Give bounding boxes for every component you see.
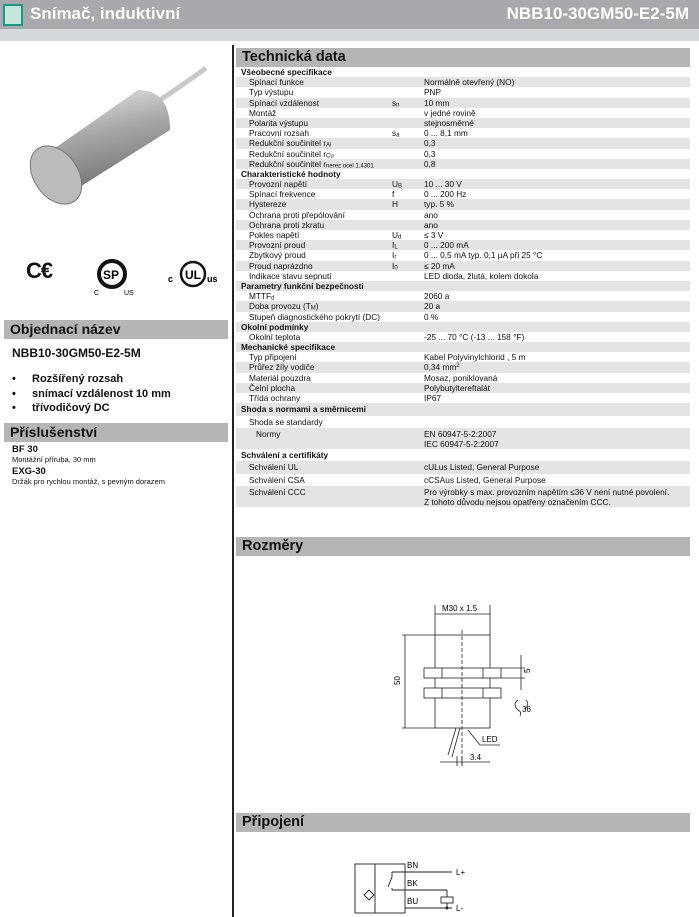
spec-row — [236, 199, 690, 209]
spec-label: Materiál pouzdra — [249, 372, 311, 383]
spec-label: Typ výstupu — [249, 87, 294, 98]
spec-row — [236, 149, 690, 159]
spec-value: 0,8 — [424, 158, 436, 169]
spec-label: Doba provozu $(T_M)$ — [249, 301, 319, 312]
spec-label: Ochrana proti zkratu — [249, 219, 325, 230]
spec-value: 0 % — [424, 311, 439, 322]
svg-text:SP: SP — [103, 268, 120, 282]
spec-value: v jedné rovině — [424, 107, 476, 118]
spec-label: Zbytkový proud — [249, 250, 306, 261]
spec-symbol: $U_d$ — [392, 230, 402, 241]
cable-dimension: 3.4 — [470, 753, 482, 762]
spec-value: cCSAus Listed, General Purpose — [424, 474, 546, 485]
spec-symbol: $s_a$ — [392, 128, 400, 139]
feature-item: • snímací vzdálenost 10 mm — [12, 387, 171, 400]
spec-row — [236, 138, 690, 148]
spec-value: 2060 a — [424, 291, 450, 302]
dimension-drawing — [380, 590, 560, 780]
spec-row — [236, 428, 690, 449]
spec-label: Spínací vzdálenost — [249, 97, 320, 108]
accessory-name[interactable]: BF 30 — [12, 444, 38, 455]
spec-row — [236, 291, 690, 301]
svg-text:us: us — [207, 274, 218, 284]
feature-item: • Rozšířený rozsah — [12, 373, 124, 385]
thread-dimension: M30 x 1.5 — [442, 604, 478, 613]
svg-text:BU: BU — [407, 897, 419, 906]
spec-value: 20 a — [424, 301, 441, 312]
brand-square-icon — [3, 4, 23, 26]
spec-row — [236, 474, 690, 486]
spec-value: 0 ... 200 Hz — [424, 189, 467, 200]
product-category-title: Snímač, induktivní — [30, 4, 181, 23]
spec-label: Spínací funkce — [249, 77, 304, 88]
spec-row — [236, 240, 690, 250]
wrench-size: 36 — [522, 705, 531, 714]
product-photo — [20, 60, 220, 220]
spec-value: PNP — [424, 87, 442, 98]
spec-label: Schválení CSA — [249, 474, 305, 485]
spec-label: Ochrana proti přepólování — [249, 209, 345, 220]
svg-text:UL: UL — [185, 268, 201, 282]
spec-row — [236, 98, 690, 108]
spec-value: typ. 5 % — [424, 199, 454, 210]
spec-label: Průřez žíly vodiče — [249, 362, 315, 373]
spec-section-heading: Charakteristické hodnoty — [241, 168, 341, 179]
spec-value: -25 ... 70 °C (-13 ... 158 °F) — [424, 331, 525, 342]
spec-row — [236, 230, 690, 240]
spec-value: Pro výrobky s max. provozním napětím ≤36 V není nutné povolení. Z tohoto důvodu nejsou opatřeny označením CCC. — [424, 487, 670, 508]
spec-value: 0 ... 8,1 mm — [424, 128, 468, 139]
spec-value: 0 ... 200 mA — [424, 240, 469, 251]
svg-text:BN: BN — [407, 861, 419, 870]
svg-text:c: c — [168, 274, 174, 284]
spec-label: Pracovní rozsah — [249, 128, 309, 139]
spec-label: Typ připojení — [249, 352, 297, 363]
spec-row — [236, 416, 690, 428]
spec-label: Polarita výstupu — [249, 117, 309, 128]
spec-value: ano — [424, 219, 438, 230]
ul-mark-icon — [165, 260, 225, 290]
spec-row — [236, 271, 690, 281]
spec-label: Montáž — [249, 107, 277, 118]
spec-row — [236, 383, 690, 393]
feature-list — [12, 372, 171, 416]
spec-symbol: $I_r$ — [392, 250, 397, 261]
spec-value: Normálně otevřený (NO) — [424, 77, 515, 88]
feature-item: • třívodičový DC — [12, 402, 110, 414]
spec-label: Provozní napětí — [249, 179, 308, 190]
spec-symbol: $U_B$ — [392, 179, 403, 190]
spec-label: Hystereze — [249, 199, 287, 210]
spec-value: EN 60947-5-2:2007 IEC 60947-5-2:2007 — [424, 428, 499, 449]
spec-label: Redukční součinitel $r_{Cu}$ — [249, 148, 334, 159]
column-divider — [232, 45, 234, 917]
spec-label: Indikace stavu sepnutí — [249, 270, 332, 281]
length-dimension: 50 — [393, 676, 402, 685]
spec-label: Normy — [256, 428, 281, 439]
spec-value: ano — [424, 209, 438, 220]
header-strip — [0, 29, 699, 41]
order-name: NBB10-30GM50-E2-5M — [12, 346, 141, 360]
accessory-desc: Držák pro rychlou montáž, s pevným dorazem — [12, 477, 165, 486]
spec-value: ≤ 20 mA — [424, 260, 455, 271]
spec-label: Okolní teplota — [249, 331, 301, 342]
spec-row — [236, 332, 690, 342]
spec-row — [236, 250, 690, 260]
spec-value: 0 ... 0,5 mA typ. 0,1 µA při 25 °C — [424, 250, 543, 261]
spec-label: Schválení CCC — [249, 487, 306, 498]
spec-row — [236, 210, 690, 220]
spec-section-heading: Parametry funkční bezpečnosti — [236, 281, 690, 291]
spec-label: Čelní plocha — [249, 382, 296, 393]
svg-text:US: US — [124, 290, 134, 297]
spec-value: stejnosměrné — [424, 117, 474, 128]
dimensions-section-header: Rozměry — [236, 537, 690, 556]
ce-mark-icon: C€ — [26, 258, 53, 283]
connection-section-header: Připojení — [236, 813, 690, 832]
spec-row — [236, 352, 690, 362]
spec-value: 0,3 — [424, 148, 436, 159]
spec-row — [236, 301, 690, 311]
csa-mark-icon — [92, 258, 142, 298]
accessories-section-header: Příslušenství — [4, 423, 228, 442]
spec-value: 10 mm — [424, 97, 450, 108]
technical-data-header: Technická data — [236, 48, 690, 67]
order-section-header: Objednací název — [4, 320, 228, 339]
spec-label: Redukční součinitel $r_{Al}$ — [249, 138, 332, 149]
spec-row — [236, 87, 690, 97]
spec-section-heading: Shoda s normami a směrnicemi — [236, 403, 690, 415]
nut-dimension: 5 — [523, 668, 532, 673]
spec-value: IP67 — [424, 393, 442, 403]
spec-row — [236, 362, 690, 372]
spec-row — [236, 486, 690, 507]
spec-row — [236, 189, 690, 199]
accessories-list — [12, 444, 227, 488]
spec-value: Kabel Polyvinylchlorid , 5 m — [424, 352, 526, 363]
svg-text:C: C — [94, 290, 100, 297]
svg-text:L+: L+ — [456, 868, 466, 877]
spec-symbol: $I_L$ — [392, 240, 398, 251]
spec-row — [236, 77, 690, 87]
spec-symbol: $s_n$ — [392, 97, 400, 109]
spec-row — [236, 128, 690, 138]
spec-value: Polybutyltereftalát — [424, 382, 490, 393]
spec-row — [236, 118, 690, 128]
accessory-name[interactable]: EXG-30 — [12, 466, 46, 477]
led-label: LED — [482, 735, 498, 744]
spec-row — [236, 312, 690, 322]
spec-label: Schválení UL — [249, 462, 299, 473]
spec-label: Redukční součinitel $r_{nerez ocel 1.4301}$ — [249, 158, 374, 170]
spec-section-heading: Mechanické specifikace — [236, 342, 690, 352]
spec-section-heading: Schválení a certifikáty — [241, 449, 329, 460]
svg-text:L-: L- — [456, 904, 464, 913]
spec-label: Třída ochrany — [249, 393, 301, 403]
spec-label: Pokles napětí — [249, 230, 300, 240]
spec-value: ≤ 3 V — [424, 230, 444, 240]
wiring-diagram — [340, 850, 490, 917]
spec-label: Proud naprázdno — [249, 260, 313, 271]
spec-row — [236, 373, 690, 383]
spec-row — [236, 108, 690, 118]
spec-row — [236, 261, 690, 271]
spec-value: LED dioda, žlutá, kolem dokola — [424, 270, 539, 281]
spec-symbol: $I_0$ — [392, 260, 398, 272]
spec-label: Provozní proud — [249, 240, 306, 251]
spec-value: Mosaz, poniklovaná — [424, 372, 498, 383]
product-model: NBB10-30GM50-E2-5M — [506, 4, 689, 23]
spec-label: Spínací frekvence — [249, 189, 316, 200]
spec-row — [236, 179, 690, 189]
spec-row — [236, 220, 690, 230]
spec-row — [236, 461, 690, 473]
svg-text:BK: BK — [407, 879, 418, 888]
accessory-desc: Montážní příruba, 30 mm — [12, 455, 96, 464]
spec-section-heading: Všeobecné specifikace — [241, 67, 332, 77]
spec-value: 10 ... 30 V — [424, 179, 462, 190]
spec-value: 0,34 $mm^2$ — [424, 362, 460, 373]
technical-data-table — [236, 48, 690, 507]
spec-value: 0,3 — [424, 138, 436, 149]
spec-row — [236, 393, 690, 403]
spec-label: Shoda se standardy — [249, 416, 323, 427]
spec-row — [236, 159, 690, 169]
spec-label: Stupeň diagnostického pokrytí (DC) — [249, 311, 380, 322]
spec-value: cULus Listed, General Purpose — [424, 462, 540, 473]
spec-section-heading: Okolní podmínky — [236, 322, 690, 332]
spec-label: $MTTF_d$ — [249, 291, 275, 302]
spec-symbol: f — [392, 189, 395, 200]
spec-symbol: H — [392, 199, 398, 210]
